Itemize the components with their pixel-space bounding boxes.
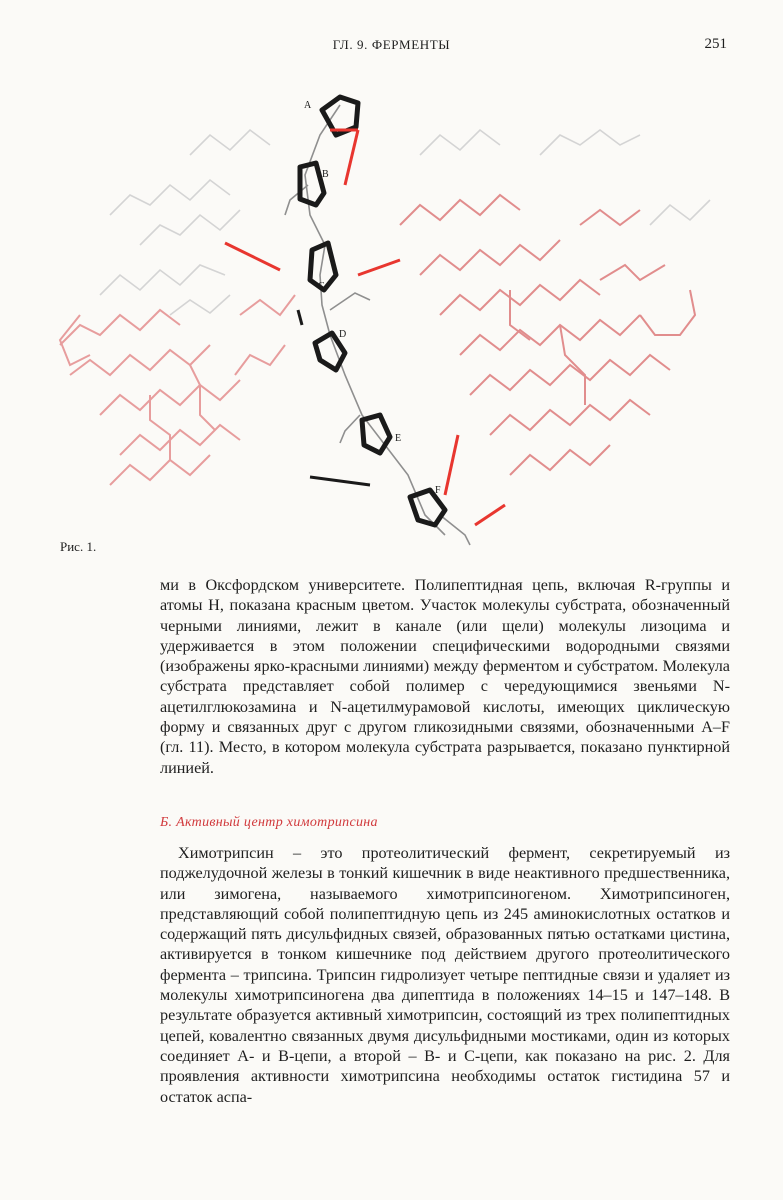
lysozyme-substrate-figure [40,75,750,555]
hydrogen-bonds [225,130,505,525]
enzyme-chain-right [400,195,695,475]
substrate-backbone [285,105,470,545]
running-head: ГЛ. 9. ФЕРМЕНТЫ [332,37,451,52]
label-e: E [395,433,402,444]
label-a: A [304,100,312,111]
ring-labels [304,100,441,496]
paragraph-2: Химотрипсин – это протеолитический фермент, секретируемый из поджелудочной железы в тонкий кишечник в виде неактивного предшественника, или зимогена, называемого химотрипсиногеном. Химотрипсиноген, представляющий собой полипептидную цепь из 245 аминокислотных остатков и содержащий пять дисульфидных связей, образованных пятью остатками цистина, активируется в тонком кишечнике под действием другого протеолитического фермента – трипсина. Трипсин гидролизует четыре пептидные связи и удаляет из молекулы химотрипсиногена два дипептида в положениях 14–15 и 147–148. В результате образуется активный химотрипсин, состоящий из трех полипептидных цепей, ковалентно связанных двумя дисульфидными мостиками, один из которых соединяет A- и B-цепи, а второй – B- и C-цепи, как показано на рис. 2. Для проявления активности химотрипсина необходимы остаток гистидина 57 и остаток аспа- [160,844,730,1106]
enzyme-chain-left [60,295,295,485]
subsection-title: Б. Активный центр химотрипсина [160,815,378,830]
enzyme-chain-light [100,130,710,315]
paragraph-1: ми в Оксфордском университете. Полипептидная цепь, включая R-группы и атомы Н, показана красным цветом. Участок молекулы субстрата, обозначенный черными линиями, лежит в канале (или щели) молекулы лизоцима и удерживается в этом положении специфическими водородными связями (изображены ярко-красными линиями) между ферментом и субстратом. Молекула субстрата представляет собой полимер с чередующимися звеньями N-ацетилглюкозамина и N-ацетилмурамовой кислоты, имеющих циклическую форму и связанных друг с другом гликозидными связями, обозначенными A–F (гл. 11). Место, в котором молекула субстрата разрывается, показано пунктирной линией. [160,576,730,777]
label-c: C [318,281,325,292]
figure-caption: Рис. 1. [60,539,97,554]
ring-b [300,163,324,205]
substrate-rings [300,97,445,525]
label-d: D [339,329,347,340]
label-f: F [435,485,441,496]
label-b: B [322,169,329,180]
page-number: 251 [704,36,727,52]
